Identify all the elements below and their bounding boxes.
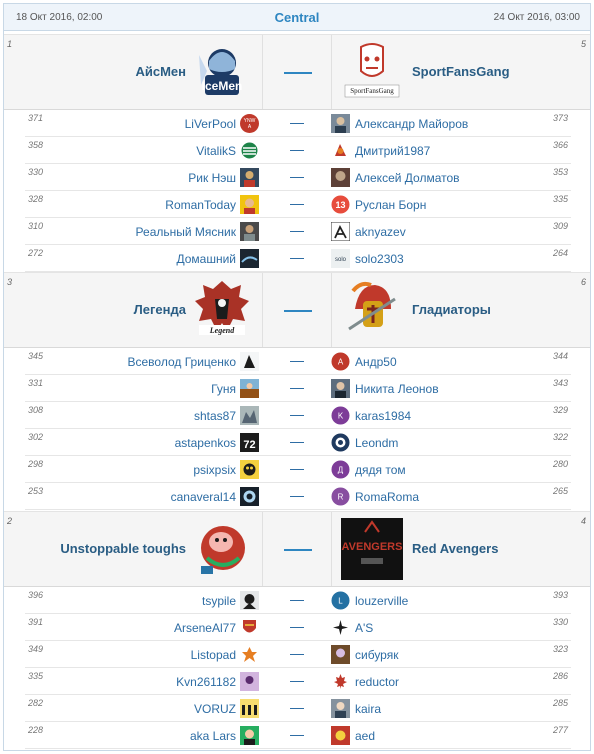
avatar[interactable] (240, 618, 259, 637)
svg-text:Д: Д (337, 465, 344, 475)
player-left-link[interactable]: Kvn261182 (176, 675, 236, 689)
player-row (25, 137, 571, 164)
player-row (25, 191, 571, 218)
player-left-link[interactable]: Всеволод Гриценко (127, 355, 236, 369)
avatar[interactable] (331, 379, 350, 398)
points-right: 393 (552, 590, 568, 600)
points-left: 302 (28, 432, 44, 442)
versus-dash (290, 361, 304, 362)
avengers-logo[interactable] (341, 518, 403, 580)
avatar[interactable] (240, 168, 259, 187)
versus-dash (290, 258, 304, 259)
player-left-link[interactable]: tsypile (201, 594, 236, 608)
points-right: 322 (552, 432, 568, 442)
points-left: 391 (28, 617, 44, 627)
svg-text:A: A (337, 357, 344, 367)
player-row (25, 614, 571, 641)
avatar[interactable] (331, 433, 350, 452)
player-row (25, 429, 571, 456)
player-row (25, 483, 571, 510)
player-right-link[interactable]: Андр50 (355, 355, 397, 369)
team-right-name[interactable]: Гладиаторы (412, 302, 491, 317)
team-right-name[interactable]: Red Avengers (412, 541, 499, 556)
avatar[interactable] (331, 195, 350, 214)
player-right-link[interactable]: Александр Майоров (355, 117, 469, 131)
versus-dash (290, 654, 304, 655)
points-right: 323 (552, 644, 568, 654)
versus-dash (290, 469, 304, 470)
versus-dash (290, 681, 304, 682)
versus-dash (284, 549, 312, 551)
versus-dash (290, 496, 304, 497)
svg-text:AVENGERS: AVENGERS (341, 541, 403, 553)
points-right: 330 (552, 617, 568, 627)
versus-dash (290, 708, 304, 709)
avatar[interactable] (240, 433, 259, 452)
avatar[interactable] (240, 141, 259, 160)
team-left-name[interactable]: Unstoppable toughs (60, 541, 186, 556)
avatar[interactable] (240, 406, 259, 425)
versus-dash (284, 310, 312, 312)
points-left: 349 (28, 644, 44, 654)
player-left-link[interactable]: Listopad (190, 648, 236, 662)
player-left-link[interactable]: aka Lars (189, 729, 236, 743)
versus-dash (290, 204, 304, 205)
avatar[interactable] (331, 618, 350, 637)
player-row (25, 695, 571, 722)
league-header (4, 4, 590, 31)
avatar[interactable] (331, 114, 350, 133)
avatar[interactable] (331, 249, 350, 268)
player-right-link[interactable]: сибуряк (355, 648, 399, 662)
player-row (25, 245, 571, 272)
end-date: 24 Окт 2016, 03:00 (493, 12, 580, 23)
player-right-link[interactable]: Дмитрий1987 (355, 144, 431, 158)
svg-text:A: A (247, 124, 252, 130)
avatar[interactable] (240, 672, 259, 691)
player-left-link[interactable]: Домашний (176, 252, 236, 266)
versus-dash (290, 123, 304, 124)
points-left: 253 (28, 486, 44, 496)
player-right-link[interactable]: Никита Леонов (355, 382, 439, 396)
seed-left: 3 (7, 277, 13, 287)
avatar[interactable] (240, 591, 259, 610)
avatar[interactable] (240, 460, 259, 479)
gladiators-logo[interactable] (341, 279, 403, 341)
avatar[interactable] (240, 699, 259, 718)
avatar[interactable] (331, 352, 350, 371)
avatar[interactable] (331, 645, 350, 664)
svg-text:72: 72 (243, 439, 256, 451)
points-right: 280 (552, 459, 568, 469)
avatar[interactable] (240, 195, 259, 214)
points-right: 329 (552, 405, 568, 415)
points-left: 345 (28, 351, 44, 361)
player-left-link[interactable]: VORUZ (194, 702, 236, 716)
player-row (25, 375, 571, 402)
points-right: 366 (552, 140, 568, 150)
avatar[interactable] (331, 591, 350, 610)
player-right-link[interactable]: дядя том (355, 463, 406, 477)
team-right-name[interactable]: SportFansGang (412, 64, 510, 79)
legend-logo-text: Legend (209, 326, 235, 335)
points-left: 331 (28, 378, 44, 388)
seed-left: 2 (7, 516, 13, 526)
player-left-link[interactable]: astapenkos (174, 436, 236, 450)
avatar[interactable] (331, 487, 350, 506)
seed-left: 1 (7, 39, 13, 49)
player-row (25, 164, 571, 191)
avatar[interactable] (240, 726, 259, 745)
svg-text:K: K (337, 411, 344, 421)
avatar[interactable] (331, 726, 350, 745)
avatar[interactable] (331, 222, 350, 241)
versus-dash (290, 177, 304, 178)
points-right: 265 (552, 486, 568, 496)
versus-dash (290, 442, 304, 443)
player-left-link[interactable]: psixpsix (193, 463, 236, 477)
player-right-link[interactable]: solo2303 (355, 252, 404, 266)
points-left: 330 (28, 167, 44, 177)
points-left: 371 (28, 113, 44, 123)
points-right: 373 (552, 113, 568, 123)
player-right-link[interactable]: RomaRoma (355, 490, 420, 504)
team-left-name[interactable]: Легенда (133, 302, 186, 317)
svg-text:IceMen: IceMen (201, 79, 243, 93)
player-right-link[interactable]: louzerville (355, 594, 409, 608)
avatar[interactable] (240, 352, 259, 371)
legend-logo[interactable] (191, 279, 253, 341)
avatar[interactable] (331, 699, 350, 718)
league-title[interactable]: Central (274, 10, 320, 25)
avatar[interactable] (240, 249, 259, 268)
avatar[interactable] (331, 141, 350, 160)
player-left-link[interactable]: Реальный Мясник (135, 225, 236, 239)
points-right: 344 (552, 351, 568, 361)
start-date: 18 Окт 2016, 02:00 (16, 12, 103, 23)
versus-dash (290, 388, 304, 389)
points-right: 353 (552, 167, 568, 177)
player-row (25, 641, 571, 668)
points-right: 343 (552, 378, 568, 388)
player-row (25, 456, 571, 483)
player-row (25, 218, 571, 245)
player-row (25, 668, 571, 695)
team-left-name[interactable]: АйсМен (135, 64, 186, 79)
match-header (4, 34, 590, 110)
points-left: 396 (28, 590, 44, 600)
player-right-link[interactable]: aed (355, 729, 376, 743)
avatar[interactable] (331, 672, 350, 691)
versus-dash (290, 627, 304, 628)
points-right: 309 (552, 221, 568, 231)
points-left: 308 (28, 405, 44, 415)
player-row (25, 587, 571, 614)
points-left: 358 (28, 140, 44, 150)
player-left-link[interactable]: ArseneAl77 (173, 621, 236, 635)
versus-dash (290, 415, 304, 416)
player-row (25, 722, 571, 749)
player-left-link[interactable]: shtas87 (193, 409, 236, 423)
player-right-link[interactable]: karas1984 (355, 409, 412, 423)
svg-text:R: R (337, 492, 344, 502)
player-right-link[interactable]: Leondm (355, 436, 399, 450)
svg-text:YNW: YNW (243, 118, 256, 124)
points-right: 264 (552, 248, 568, 258)
player-right-link[interactable]: Руслан Борн (355, 198, 427, 212)
points-right: 277 (552, 725, 568, 735)
toughs-logo[interactable] (191, 518, 253, 580)
player-right-link[interactable]: Алексей Долматов (355, 171, 460, 185)
player-right-link[interactable]: aknyazev (355, 225, 406, 239)
seed-right: 4 (580, 516, 586, 526)
player-left-link[interactable]: Гуня (211, 382, 236, 396)
iceman-logo[interactable] (191, 41, 253, 103)
sportfansgang-logo[interactable] (341, 41, 403, 103)
player-left-link[interactable]: Рик Нэш (188, 171, 236, 185)
player-right-link[interactable]: A'S (355, 621, 374, 635)
points-right: 286 (552, 671, 568, 681)
player-right-link[interactable]: reductor (355, 675, 400, 689)
versus-dash (290, 231, 304, 232)
player-left-link[interactable]: LiVerPool (184, 117, 236, 131)
svg-text:13: 13 (335, 200, 346, 210)
points-left: 228 (28, 725, 44, 735)
seed-right: 6 (580, 277, 586, 287)
avatar[interactable] (331, 168, 350, 187)
svg-text:L: L (338, 596, 343, 606)
points-left: 328 (28, 194, 44, 204)
player-left-link[interactable]: RomanToday (165, 198, 236, 212)
svg-text:solo: solo (334, 257, 347, 263)
avatar[interactable] (240, 114, 259, 133)
match-header (4, 511, 590, 587)
versus-dash (284, 72, 312, 74)
versus-dash (290, 150, 304, 151)
avatar[interactable] (240, 379, 259, 398)
avatar[interactable] (331, 406, 350, 425)
points-right: 285 (552, 698, 568, 708)
player-right-link[interactable]: kaira (355, 702, 382, 716)
avatar[interactable] (240, 645, 259, 664)
seed-right: 5 (580, 39, 586, 49)
avatar[interactable] (331, 460, 350, 479)
player-row (25, 402, 571, 429)
avatar[interactable] (240, 487, 259, 506)
points-left: 272 (28, 248, 44, 258)
match-header (4, 272, 590, 348)
points-left: 282 (28, 698, 44, 708)
points-right: 335 (552, 194, 568, 204)
points-left: 335 (28, 671, 44, 681)
player-row (25, 348, 571, 375)
versus-dash (290, 735, 304, 736)
player-left-link[interactable]: VitalikS (196, 144, 236, 158)
points-left: 298 (28, 459, 44, 469)
points-left: 310 (28, 221, 44, 231)
player-row (25, 110, 571, 137)
avatar[interactable] (240, 222, 259, 241)
player-left-link[interactable]: canaveral14 (170, 490, 236, 504)
versus-dash (290, 600, 304, 601)
sportfansgang-logo-text: SportFansGang (350, 87, 394, 95)
